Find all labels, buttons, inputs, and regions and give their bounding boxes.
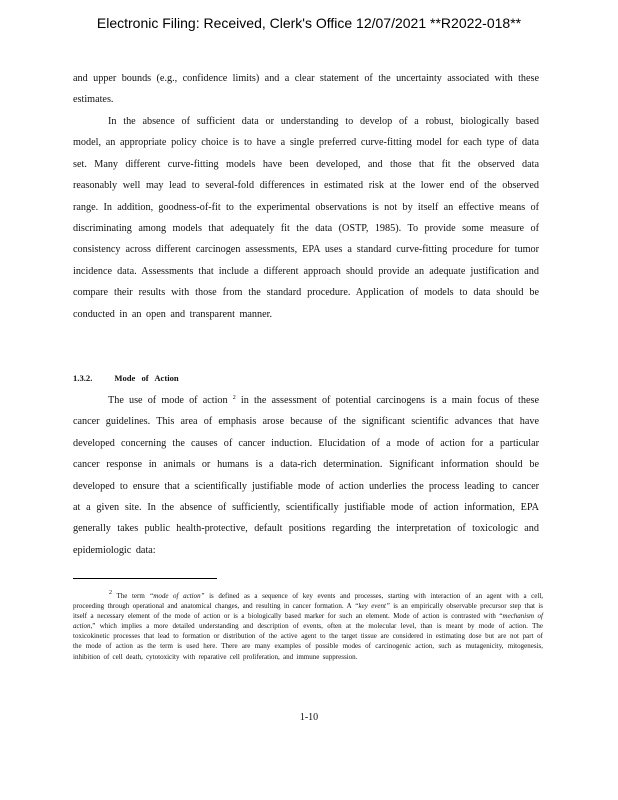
paragraph-curve-fitting: In the absence of sufficient data or understanding to develop of a robust, biologically based model, an appropriate policy choice is to have a single preferred curve-fitting model for each type of data set. Many different curve-fitting models have been developed, and those that fit the observed data reasonably well may lead to several-fold differences in estimated risk at the lower end of the observed range. In addition, goodness-of-fit to the experimental observations is not by itself an effective means of discriminating among models that adequately fit the data (OSTP, 1985). To provide some measure of consistency across different carcinogen assessments, EPA uses a standard curve-fitting procedure for tumor incidence data. Assessments that include a different approach should provide an adequate justification and compare their results with those from the standard procedure. Application of models to data should be conducted in an open and transparent manner. bbox=[73, 116, 539, 320]
paragraph-mode-of-action bbox=[73, 390, 539, 561]
footnote-term-mode-of-action: “mode of action” bbox=[149, 592, 205, 600]
footnote-text: is an empirically observable precursor step that is itself a necessary element of the mode of action or is a biologically based marker for such an element. Mode of action is contrasted with “ bbox=[73, 602, 544, 621]
section-heading bbox=[73, 373, 179, 383]
footnote-term-key-event: “key event” bbox=[354, 602, 390, 611]
section-title: Mode of Action bbox=[114, 373, 179, 383]
footnote-term-mechanism: mechanism of action bbox=[73, 612, 543, 631]
filing-header: Electronic Filing: Received, Clerk's Office 12/07/2021 **R2022-018** bbox=[96, 15, 522, 31]
paragraph-mode-of-action-rest: in the assessment of potential carcinogens is a main focus of these cancer guidelines. This area of emphasis arose because of the significant scientific advances that have developed concerning the causes of cancer induction. Elucidation of a mode of action for a particular cancer response in animals or humans is a data-rich determination. Significant information should be developed to ensure that a scientifically justifiable mode of action underlies the process leading to cancer at a given site. In the absence of sufficiently, scientifically justifiable mode of action information, EPA generally takes public health-protective, default positions regarding the interpretation of toxicologic and epidemiologic data: bbox=[73, 395, 539, 556]
footnote-separator bbox=[73, 578, 217, 579]
footnote bbox=[73, 591, 543, 662]
page-number: 1-10 bbox=[299, 712, 319, 723]
footnote-marker: 2 bbox=[109, 590, 112, 596]
paragraph-continuation: and upper bounds (e.g., confidence limits) and a clear statement of the uncertainty associated with these estimates. bbox=[73, 73, 539, 106]
footnote-text: ,” which implies a more detailed understanding and description of events, often at the molecular level, than is meant by mode of action. The toxicokinetic processes that lead to formation or distribution of the active agent to the target tissue are considered in estimating dose but are not part of the mode of action as the term is used here. There are many examples of possible modes of carcinogenic action, such as mutagenicity, mitogenesis, inhibition of cell death, cytotoxicity with reparative cell proliferation, and immune suppression. bbox=[73, 622, 543, 661]
footnote-text: is defined as a sequence of key events and processes, starting with interaction of an agent with a cell, proceeding through operational and anatomical changes, and resulting in cancer formation. A bbox=[73, 592, 544, 611]
section-number: 1.3.2. bbox=[73, 373, 93, 383]
footnote-reference: 2 bbox=[232, 395, 236, 401]
paragraph-mode-of-action-start: The use of mode of action bbox=[108, 395, 228, 406]
footnote-text: The term bbox=[116, 592, 145, 600]
